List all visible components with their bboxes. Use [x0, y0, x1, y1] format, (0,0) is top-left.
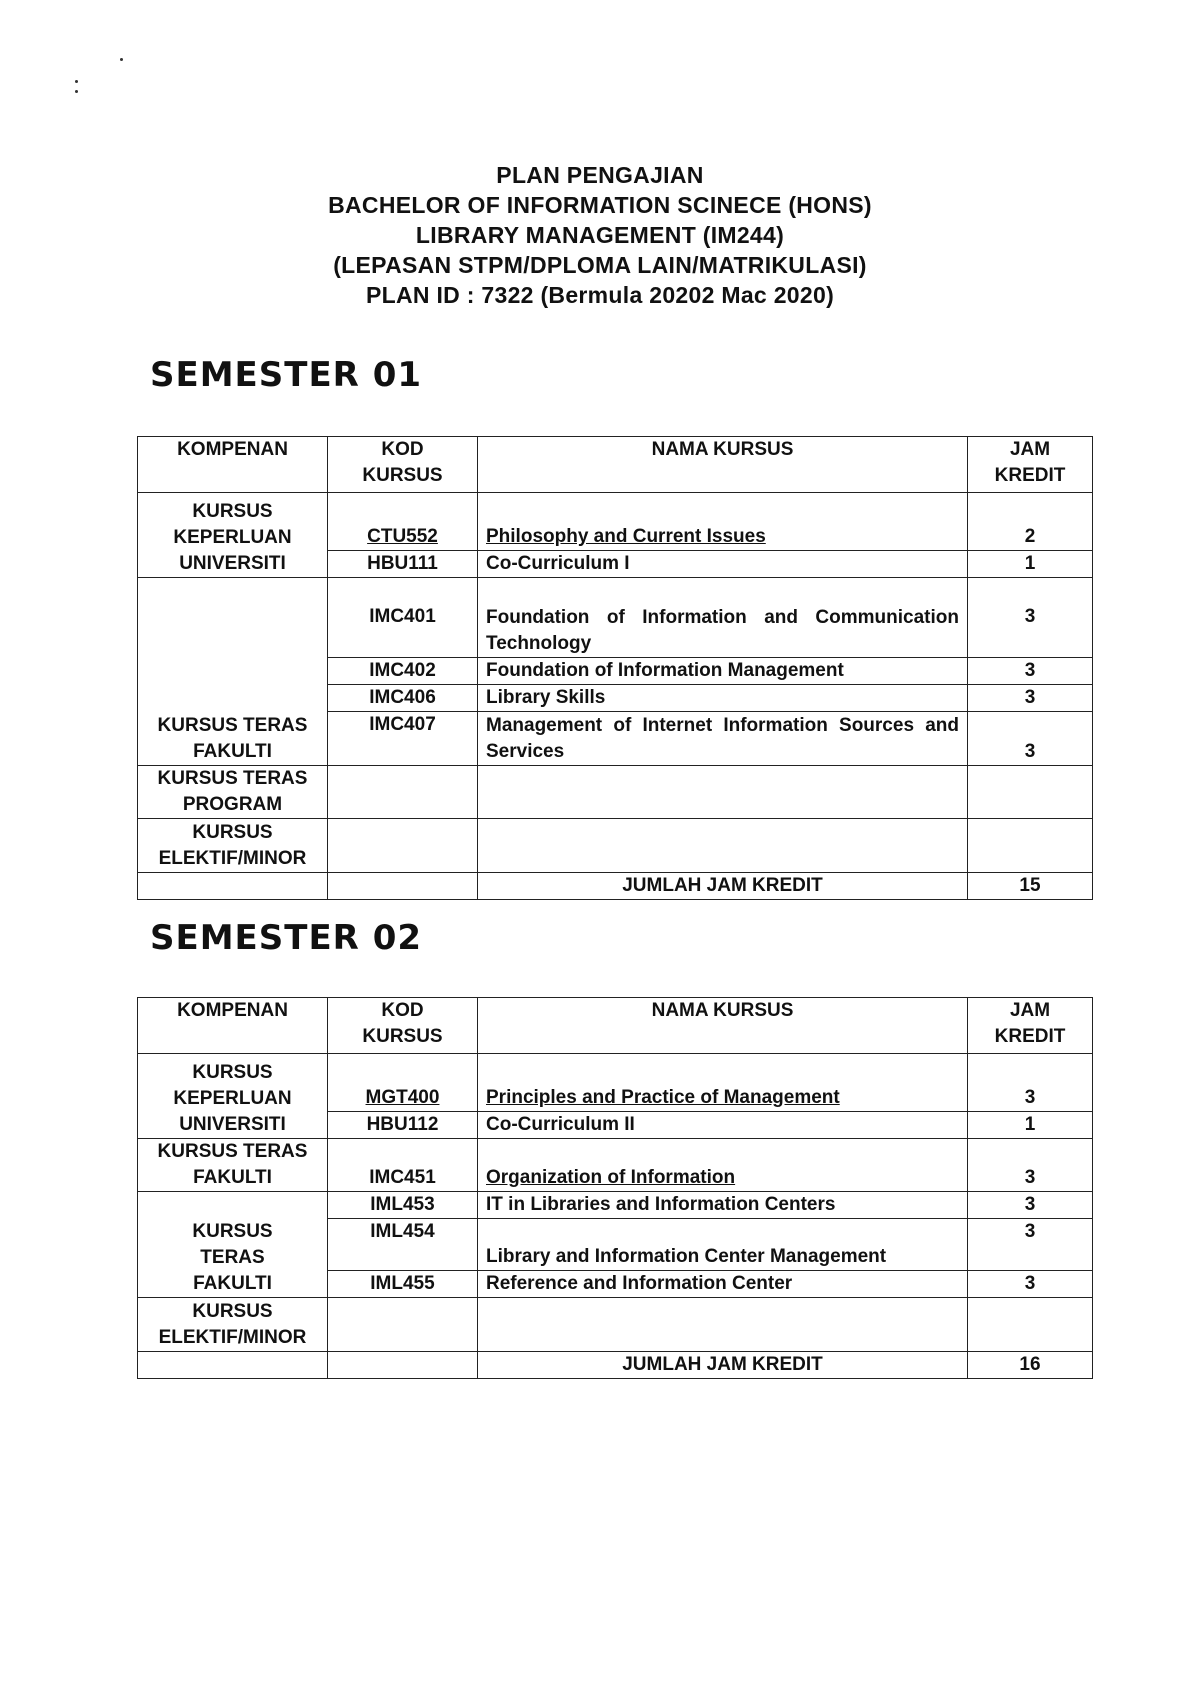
empty-cell	[968, 1298, 1093, 1352]
semester-1-table	[137, 436, 1093, 900]
empty-cell	[968, 819, 1093, 873]
empty-cell	[328, 766, 478, 819]
course-code: IMC401	[328, 578, 478, 658]
table-row	[138, 1192, 1093, 1219]
header-line-4: (LEPASAN STPM/DPLOMA LAIN/MATRIKULASI)	[333, 252, 867, 278]
course-code: IML455	[328, 1271, 478, 1298]
col-jam: JAM KREDIT	[968, 998, 1093, 1054]
course-name: Principles and Practice of Management	[478, 1054, 968, 1112]
header-line-5: PLAN ID : 7322 (Bermula 20202 Mac 2020)	[365, 282, 835, 308]
table-row	[138, 1139, 1093, 1192]
scan-speck	[75, 90, 78, 93]
course-credit: 2	[968, 493, 1093, 551]
course-name: Co-Curriculum II	[478, 1112, 968, 1139]
table-row	[138, 493, 1093, 551]
table-row	[138, 819, 1093, 873]
course-code: HBU112	[328, 1112, 478, 1139]
course-credit: 1	[968, 1112, 1093, 1139]
table-row	[138, 1298, 1093, 1352]
course-name: Library and Information Center Management	[478, 1219, 968, 1271]
course-credit: 3	[968, 1271, 1093, 1298]
total-credit: 16	[968, 1352, 1093, 1379]
course-credit: 3	[968, 1219, 1093, 1271]
table-row	[138, 1054, 1093, 1112]
total-label: JUMLAH JAM KREDIT	[478, 1352, 968, 1379]
course-code: IML454	[328, 1219, 478, 1271]
empty-cell	[968, 766, 1093, 819]
table-row	[138, 578, 1093, 658]
course-code: HBU111	[328, 551, 478, 578]
course-credit: 3	[968, 712, 1093, 766]
total-row	[138, 1352, 1093, 1379]
table-header-row	[138, 998, 1093, 1054]
empty-cell	[478, 766, 968, 819]
empty-cell	[138, 873, 328, 900]
col-jam: JAM KREDIT	[968, 437, 1093, 493]
course-code: IMC402	[328, 658, 478, 685]
semester-2-table	[137, 997, 1093, 1379]
semester-2-title: SEMESTER 02	[150, 918, 423, 958]
table-row	[138, 766, 1093, 819]
course-name: IT in Libraries and Information Centers	[478, 1192, 968, 1219]
group-kursus-keperluan-universiti: KURSUS KEPERLUAN UNIVERSITI	[138, 1054, 328, 1139]
course-credit: 3	[968, 658, 1093, 685]
empty-cell	[328, 873, 478, 900]
col-nama: NAMA KURSUS	[478, 437, 968, 493]
table-header-row	[138, 437, 1093, 493]
course-credit: 3	[968, 1192, 1093, 1219]
col-nama: NAMA KURSUS	[478, 998, 968, 1054]
course-name: Reference and Information Center	[478, 1271, 968, 1298]
group-kursus-elektif-minor: KURSUS ELEKTIF/MINOR	[138, 1298, 328, 1352]
group-kursus-teras-fakulti-2: KURSUS TERAS FAKULTI	[138, 1192, 328, 1298]
empty-cell	[328, 1298, 478, 1352]
empty-cell	[478, 1298, 968, 1352]
course-code: IMC406	[328, 685, 478, 712]
course-credit: 3	[968, 578, 1093, 658]
plan-header	[0, 160, 1200, 310]
total-credit: 15	[968, 873, 1093, 900]
header-line-3: LIBRARY MANAGEMENT (IM244)	[415, 222, 785, 248]
col-kod: KOD KURSUS	[328, 998, 478, 1054]
group-kursus-teras-fakulti: KURSUS TERAS FAKULTI	[138, 578, 328, 766]
empty-cell	[328, 1352, 478, 1379]
empty-cell	[328, 819, 478, 873]
course-name: Management of Internet Information Sources and Services	[478, 712, 968, 766]
group-kursus-keperluan-universiti: KURSUS KEPERLUAN UNIVERSITI	[138, 493, 328, 578]
course-credit: 3	[968, 1054, 1093, 1112]
course-code: CTU552	[328, 493, 478, 551]
group-kursus-elektif-minor: KURSUS ELEKTIF/MINOR	[138, 819, 328, 873]
course-code: MGT400	[328, 1054, 478, 1112]
col-kod: KOD KURSUS	[328, 437, 478, 493]
course-code: IMC407	[328, 712, 478, 766]
group-kursus-teras-program: KURSUS TERAS PROGRAM	[138, 766, 328, 819]
header-line-2: BACHELOR OF INFORMATION SCINECE (HONS)	[328, 192, 872, 218]
course-name: Foundation of Information Management	[478, 658, 968, 685]
course-name: Philosophy and Current Issues	[478, 493, 968, 551]
col-kompenan: KOMPENAN	[138, 437, 328, 493]
empty-cell	[478, 819, 968, 873]
total-row	[138, 873, 1093, 900]
course-name: Organization of Information	[478, 1139, 968, 1192]
course-credit: 3	[968, 1139, 1093, 1192]
semester-1-title: SEMESTER 01	[150, 355, 423, 395]
course-code: IML453	[328, 1192, 478, 1219]
course-credit: 1	[968, 551, 1093, 578]
course-name: Foundation of Information and Communication Technology	[478, 578, 968, 658]
group-kursus-teras-fakulti: KURSUS TERAS FAKULTI	[138, 1139, 328, 1192]
course-credit: 3	[968, 685, 1093, 712]
total-label: JUMLAH JAM KREDIT	[478, 873, 968, 900]
course-name: Library Skills	[478, 685, 968, 712]
course-code: IMC451	[328, 1139, 478, 1192]
empty-cell	[138, 1352, 328, 1379]
scan-speck	[120, 58, 123, 61]
course-name: Co-Curriculum I	[478, 551, 968, 578]
header-line-1: PLAN PENGAJIAN	[496, 162, 704, 188]
scan-speck	[75, 80, 78, 83]
col-kompenan: KOMPENAN	[138, 998, 328, 1054]
